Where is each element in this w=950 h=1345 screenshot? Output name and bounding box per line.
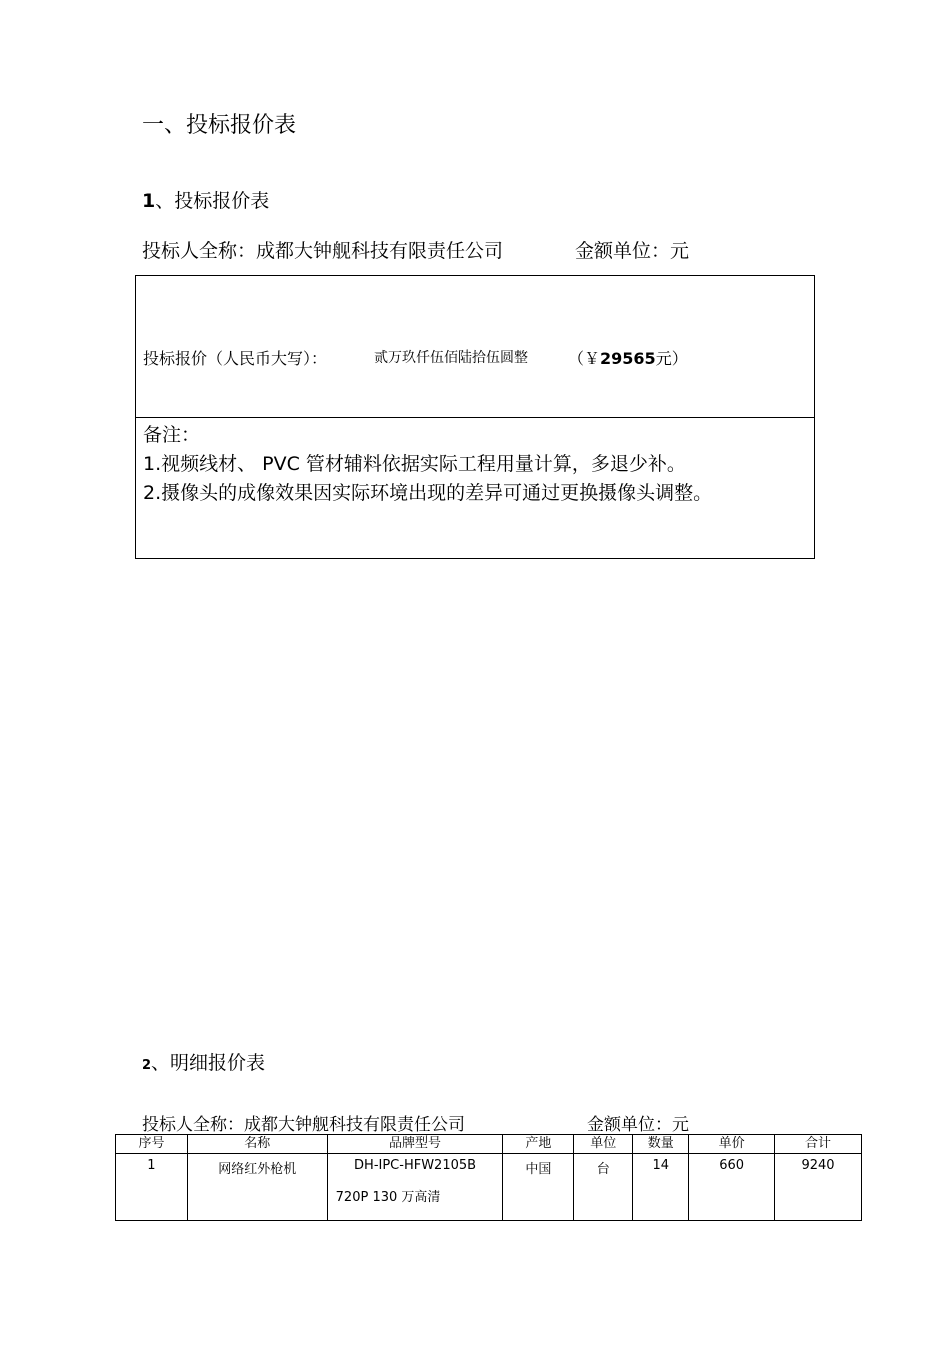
col-header: 名称	[187, 1135, 327, 1154]
quote-label: 投标报价（人民币大写）：	[143, 349, 328, 368]
subsection-title-detail	[142, 1048, 265, 1075]
remark-item: 2.摄像头的成像效果因实际环境出现的差异可通过更换摄像头调整。	[143, 482, 713, 504]
quote-amount-words: 贰万玖仟伍佰陆拾伍圆整	[374, 350, 528, 366]
col-header: 单位	[574, 1135, 633, 1154]
cell-total: 9240	[775, 1154, 862, 1221]
section-title: 一、投标报价表	[142, 113, 297, 138]
cell-no: 1	[116, 1154, 188, 1221]
amount-unit: 金额单位：元	[575, 240, 690, 262]
subsection-text: 、投标报价表	[155, 190, 270, 212]
quote-amount: 29565	[600, 349, 656, 368]
amount-unit: 金额单位：元	[587, 1115, 689, 1135]
table-row	[116, 1154, 862, 1221]
subsection-number: 1	[142, 190, 156, 212]
col-header: 合计	[775, 1135, 862, 1154]
table-header-row	[116, 1135, 862, 1154]
cell-price: 660	[689, 1154, 775, 1221]
cell-qty: 14	[633, 1154, 689, 1221]
cell-name: 网络红外枪机	[187, 1154, 327, 1221]
col-header: 单价	[689, 1135, 775, 1154]
bidder-name: 投标人全称：成都大钟舰科技有限责任公司	[142, 240, 504, 262]
cell-model	[327, 1154, 503, 1221]
quote-box	[135, 275, 815, 559]
remarks-title: 备注：	[143, 424, 201, 446]
quote-suffix: 元）	[655, 349, 688, 368]
subsection-number: 2	[142, 1058, 152, 1073]
detail-table	[115, 1134, 862, 1221]
model-line: 720P 130 万高清	[335, 1190, 441, 1205]
subsection-title-quote	[142, 186, 269, 213]
quote-row	[136, 276, 814, 418]
quote-prefix: （￥	[568, 349, 601, 368]
quote-amount-figure	[568, 346, 688, 369]
model-line: DH-IPC-HFW2105B	[354, 1158, 477, 1173]
bidder-name: 投标人全称：成都大钟舰科技有限责任公司	[142, 1115, 465, 1135]
cell-origin: 中国	[503, 1154, 574, 1221]
col-header: 序号	[116, 1135, 188, 1154]
remarks	[143, 421, 763, 508]
col-header: 产地	[503, 1135, 574, 1154]
cell-unit: 台	[574, 1154, 633, 1221]
subsection-text: 、明细报价表	[151, 1052, 266, 1074]
col-header: 品牌型号	[327, 1135, 503, 1154]
col-header: 数量	[633, 1135, 689, 1154]
remark-item: 1.视频线材、 PVC 管材辅料依据实际工程用量计算，多退少补。	[143, 453, 686, 475]
